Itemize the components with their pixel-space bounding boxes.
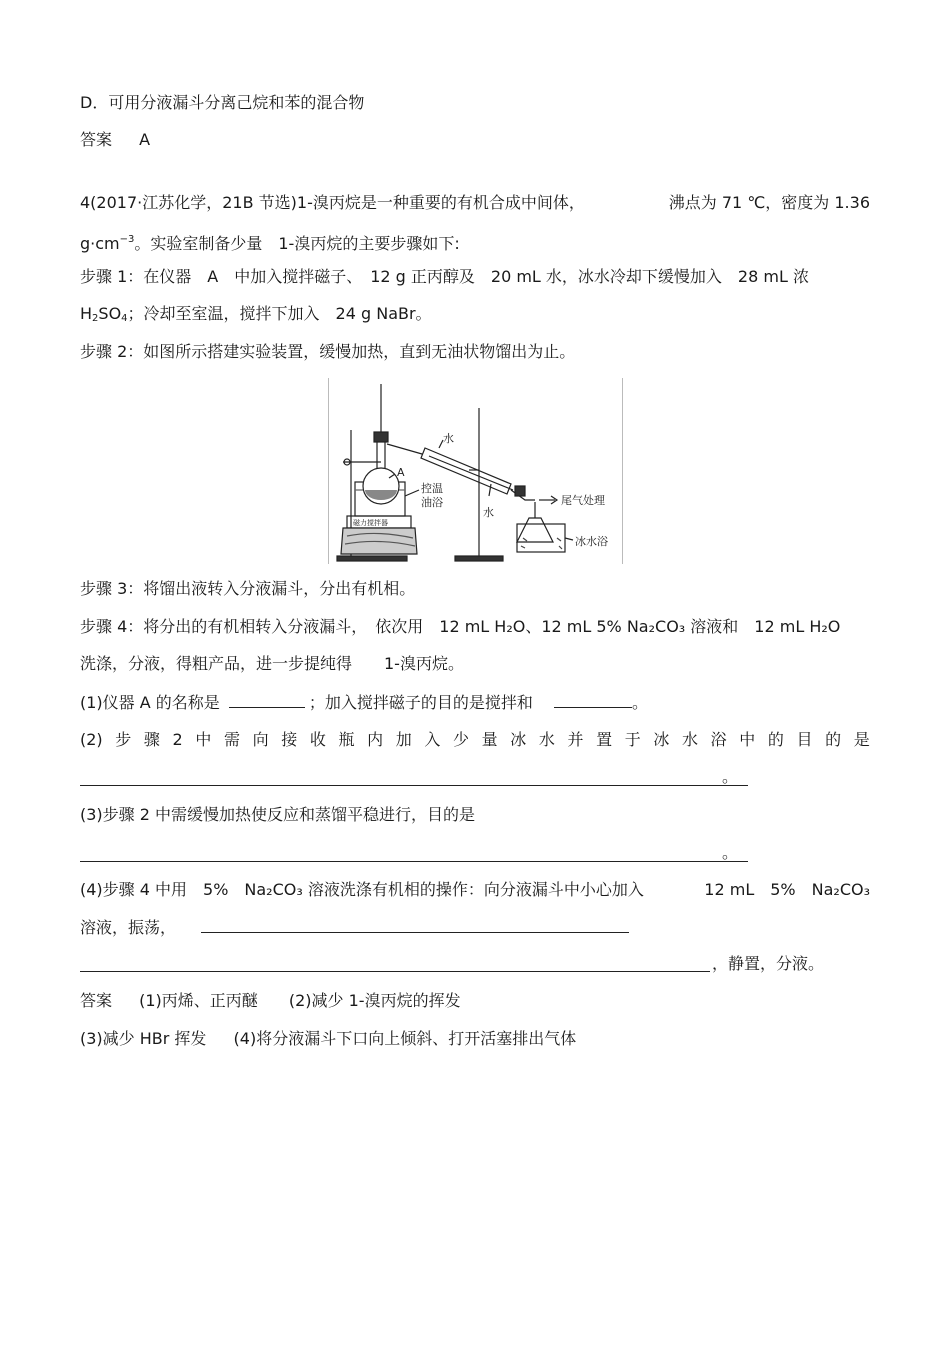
adapter-joint [515,486,525,496]
subq4-blank-2[interactable] [80,953,710,972]
q4-intro-line-1 [80,192,870,214]
label-tail-gas: 尾气处理 [561,494,605,507]
distillation-apparatus-figure [328,378,623,564]
subq2-char: 2 [172,730,183,749]
subq2-char: 骤 [143,730,160,749]
subq2-char: 的 [767,730,784,749]
subq2-char: 水 [538,730,555,749]
q3-answer-label: 答案 [80,130,113,149]
label-water-bottom: 水 [483,506,494,519]
subq2-answer-blank[interactable] [80,767,748,786]
h2so4-h: H [80,304,93,323]
q3-answer [80,129,150,151]
subq2-char: 冰 [510,730,527,749]
q3-answer-value: A [139,130,151,149]
q4-intro-line-2 [80,229,460,255]
subq2-char: 加 [395,730,412,749]
subq2-char: 少 [452,730,469,749]
subq4-text-b: 12 mL 5% Na₂CO₃ [704,880,870,899]
right-stand-base [455,556,503,561]
stopper [374,432,388,442]
answer-line-1 [80,990,461,1012]
subq3-line: (3)步骤 2 中需缓慢加热使反应和蒸馏平稳进行，目的是 [80,805,476,824]
h2so4-so: SO [98,304,122,323]
subq2-char: 需 [223,730,240,749]
subq2-char: (2) [80,730,103,749]
h2so4-sub2: 2 [92,313,99,324]
q3-option-d: D．可用分液漏斗分离己烷和苯的混合物 [80,93,365,112]
subq1-mid: ；加入搅拌磁子的目的是搅拌和 [308,693,533,712]
ice-bath-leader [565,538,573,540]
q4-intro-2-post: 。实验室制备少量 1-溴丙烷的主要步骤如下: [134,234,460,253]
subq2-char: 量 [481,730,498,749]
subq2-char: 中 [739,730,756,749]
subq2-char: 的 [825,730,842,749]
subq4-text-a: (4)步骤 4 中用 5% Na₂CO₃ 溶液洗涤有机相的操作：向分液漏斗中小心加入 [80,880,644,899]
subq2-char: 内 [367,730,384,749]
subq2-line [80,729,870,751]
subq4-line-a [80,879,870,901]
subq2-char: 瓶 [338,730,355,749]
subq2-char: 收 [309,730,326,749]
subq4-line-b [80,916,629,939]
answer-3: (3)减少 HBr 挥发 [80,1029,207,1048]
receiver-flask [517,518,553,542]
answer-2: (2)减少 1-溴丙烷的挥发 [288,991,461,1010]
subq1-blank-1[interactable] [229,691,305,708]
label-a: A [397,466,405,479]
subq3-period: 。 [722,843,739,862]
step1-line-a: 步骤 1：在仪器 A 中加入搅拌磁子、 12 g 正丙醇及 20 mL 水，冰水冷却下缓慢加入 28 mL 浓 [80,267,809,286]
density-exponent: −3 [119,234,135,245]
subq2-char: 步 [115,730,132,749]
subq2-char: 向 [252,730,269,749]
h2so4-sub4: 4 [121,313,128,324]
subq2-char: 入 [424,730,441,749]
subq3-answer-blank[interactable] [80,843,748,862]
step1-b-post: ；冷却至室温，搅拌下加入 24 g NaBr。 [127,304,432,323]
step3-line: 步骤 3：将馏出液转入分液漏斗，分出有机相。 [80,579,416,598]
step4-line-a: 步骤 4：将分出的有机相转入分液漏斗， 依次用 12 mL H₂O、12 mL 5% Na₂CO₃ 溶液和 12 mL H₂O [80,617,841,636]
subq2-char: 冰 [653,730,670,749]
density-unit: g·cm [80,234,120,253]
oil-bath-leader [405,490,419,496]
apparatus-drawing [329,378,622,564]
q4-intro-1a: 4(2017·江苏化学，21B 节选)1-溴丙烷是一种重要的有机合成中间体， [80,193,585,212]
subq2-char: 接 [281,730,298,749]
subq2-char: 浴 [710,730,727,749]
label-oil-bath-1: 控温 [421,482,443,495]
subq2-char: 于 [624,730,641,749]
label-stirrer: 磁力搅拌器 [353,519,388,527]
subq4-blank-1[interactable] [201,916,629,933]
subq2-char: 并 [567,730,584,749]
label-water-top: 水 [443,432,454,445]
answer-4: (4)将分液漏斗下口向上倾斜、打开活塞排出气体 [233,1029,577,1048]
step2-line: 步骤 2：如图所示搭建实验装置，缓慢加热，直到无油状物馏出为止。 [80,342,576,361]
subq1-end: 。 [632,693,649,712]
label-ice-bath: 冰水浴 [575,535,608,548]
answer-1: (1)丙烯、正丙醚 [139,991,258,1010]
subq2-char: 是 [853,730,870,749]
answer-line-2 [80,1028,576,1050]
step1-line-b [80,303,432,330]
label-oil-bath-2: 油浴 [421,496,443,509]
left-stand-base [337,556,407,561]
subq2-period: 。 [722,767,739,786]
step4-line-b: 洗涤，分液，得粗产品，进一步提纯得 1-溴丙烷。 [80,654,464,673]
subq4-text-c: 溶液，振荡， [80,918,177,937]
subq2-char: 水 [681,730,698,749]
subq2-char: 中 [195,730,212,749]
subq1-pre: (1)仪器 A 的名称是 [80,693,220,712]
subq4-text-d: ，静置，分液。 [712,954,825,973]
subq2-char: 置 [596,730,613,749]
answer-label: 答案 [80,991,113,1010]
subq1-line [80,691,648,714]
subq2-char: 目 [796,730,813,749]
subq1-blank-2[interactable] [554,691,632,708]
q4-intro-1b: 沸点为 71 ℃，密度为 1.36 [668,193,870,212]
